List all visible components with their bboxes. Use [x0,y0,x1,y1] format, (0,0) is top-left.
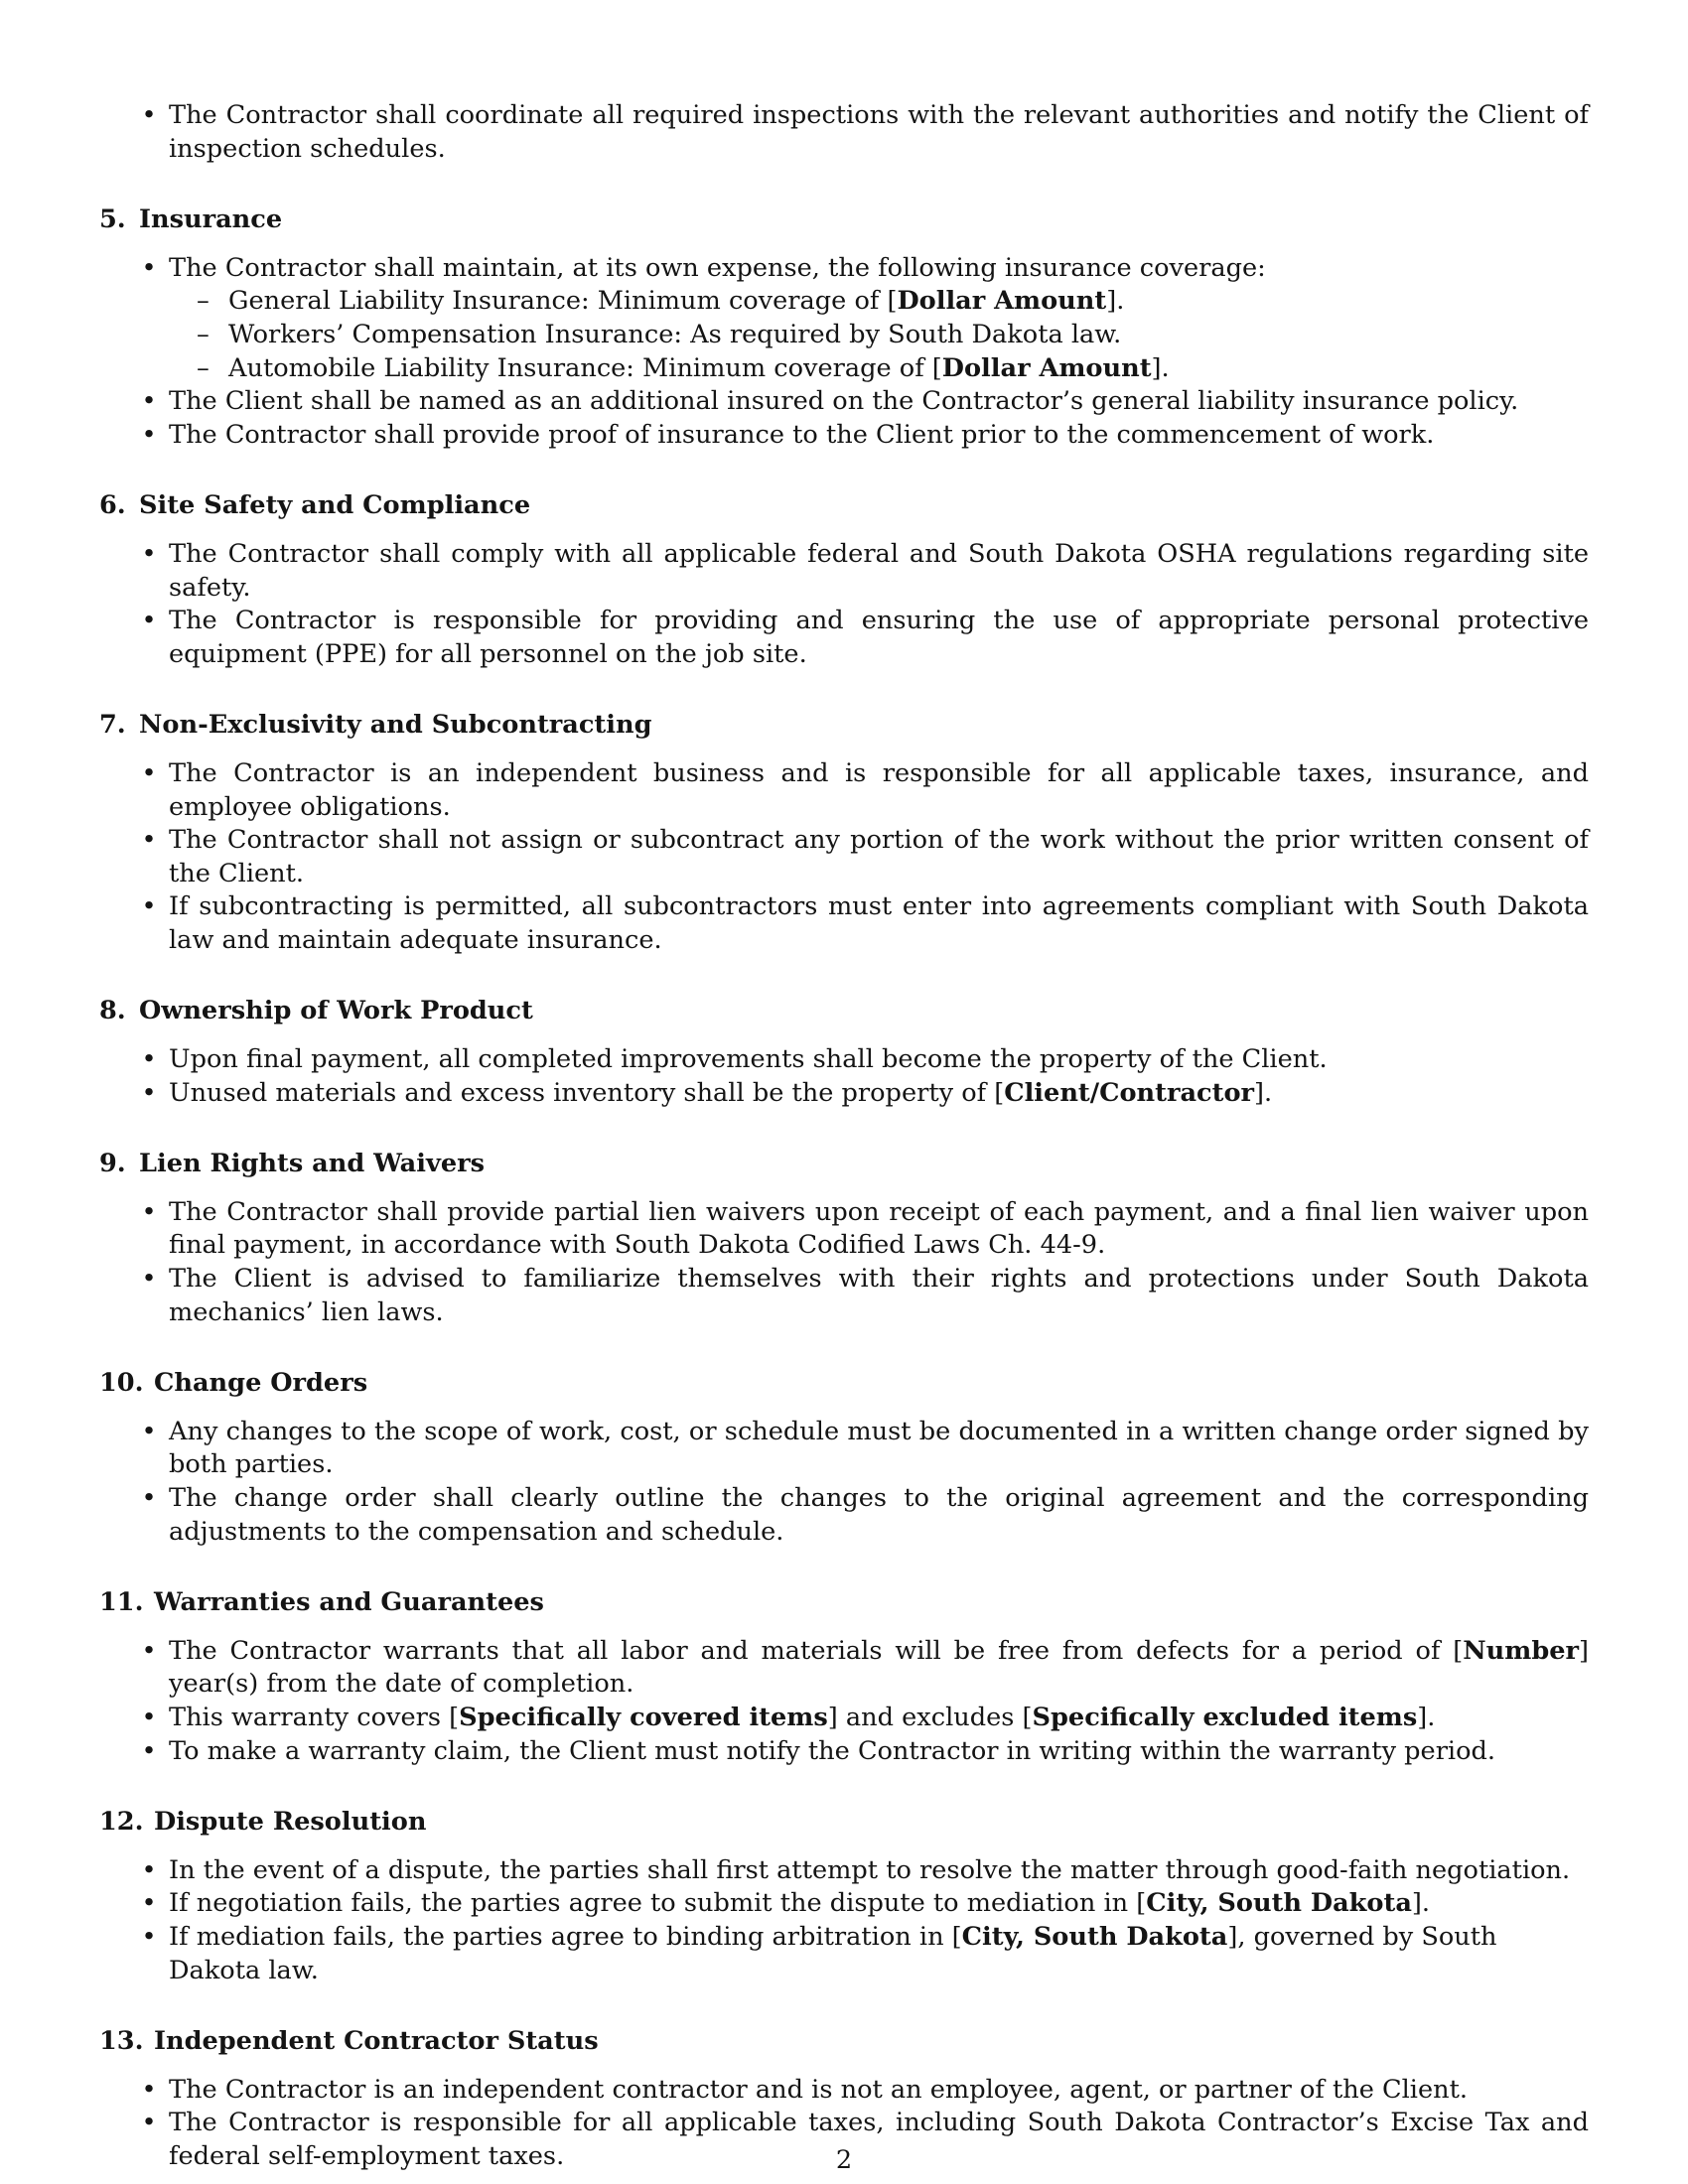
section-list [99,1854,1589,1987]
document-page [99,99,1589,2174]
sub-list [169,285,1589,385]
section-insurance [99,204,1589,452]
bullet-icon: • [141,891,157,922]
list-item: • The Contractor is an independent contractor and is not an employee, agent, or partner of the Client. [99,2074,1589,2108]
sub-list-item: – General Liability Insurance: Minimum coverage of [Dollar Amount]. [169,285,1589,319]
list-item: • The Client is advised to familiarize themselves with their rights and protections under South Dakota mechanics’ lien laws. [99,1263,1589,1329]
list-item: • The Contractor shall provide proof of insurance to the Client prior to the commencement of work. [99,419,1589,453]
list-item: • The Contractor is responsible for all applicable taxes, including South Dakota Contractor’s Excise Tax and federal self-employment taxes. [99,2107,1589,2173]
bullet-icon: • [141,1854,157,1885]
dash-icon: – [197,286,210,317]
bullet-icon: • [141,1735,157,1766]
section-list [99,1635,1589,1768]
section-warranties [99,1586,1589,1768]
list-item: • The Contractor is an independent business and is responsible for all applicable taxes, insurance, and employee obligations. [99,757,1589,824]
bullet-icon: • [141,1044,157,1075]
section-heading: 9. Lien Rights and Waivers [99,1149,486,1179]
list-item: • To make a warranty claim, the Client must notify the Contractor in writing within the warranty period. [99,1735,1589,1769]
dash-icon: – [197,352,210,383]
bullet-icon: • [141,1416,157,1446]
list-item: • The Contractor is responsible for providing and ensuring the use of appropriate personal protective equipment (PPE) for all personnel on the job site. [99,605,1589,671]
list-item: • The Contractor shall provide partial lien waivers upon receipt of each payment, and a final lien waiver upon final payment, in accordance with South Dakota Codified Laws Ch. 44-9. [99,1196,1589,1263]
bullet-icon: • [141,1635,157,1666]
list-item: • In the event of a dispute, the parties shall first attempt to resolve the matter through good-faith negotiation. [99,1854,1589,1888]
section-heading: 8. Ownership of Work Product [99,996,533,1026]
bullet-icon: • [141,2108,157,2138]
sub-list-item: – Automobile Liability Insurance: Minimum coverage of [Dollar Amount]. [169,352,1589,386]
list-item: • Unused materials and excess inventory shall be the property of [Client/Contractor]. [99,1077,1589,1111]
list-item: • The Contractor shall maintain, at its own expense, the following insurance coverage: – General Liability Insurance: Minimum coverage of [Dollar Amount]. – Workers’ Compensation Insurance: As required by South Dakota law. – Automobile Liability Insurance: Minimum coverage of [Dollar Amount]. [99,252,1589,385]
list-item: • The Contractor shall coordinate all required inspections with the relevant authorities and notify the Client of inspection schedules. [99,99,1589,166]
list-item: • The Contractor shall comply with all applicable federal and South Dakota OSHA regulations regarding site safety. [99,538,1589,605]
section-heading: 13. Independent Contractor Status [99,2026,599,2057]
section-change-orders [99,1367,1589,1549]
list-item: • If mediation fails, the parties agree to binding arbitration in [City, South Dakota], governed by South Dakota law. [99,1921,1589,1987]
page-number: 2 [835,2145,853,2175]
bullet-icon: • [141,1196,157,1227]
list-item: • Upon final payment, all completed improvements shall become the property of the Client. [99,1043,1589,1077]
bullet-icon: • [141,2074,157,2105]
bullet-icon: • [141,1483,157,1513]
list-item: • The change order shall clearly outline the changes to the original agreement and the corresponding adjustments to the compensation and schedule. [99,1482,1589,1549]
list-item: • Any changes to the scope of work, cost, or schedule must be documented in a written change order signed by both parties. [99,1416,1589,1482]
bullet-icon: • [141,1921,157,1952]
bullet-icon: • [141,100,157,130]
section-list [99,1043,1589,1110]
section-heading: 6. Site Safety and Compliance [99,490,531,521]
section-list [99,538,1589,671]
bullet-icon: • [141,419,157,450]
bullet-icon: • [141,606,157,636]
section-list [99,757,1589,958]
bullet-icon: • [141,1077,157,1108]
intro-list [99,99,1589,166]
list-item: • The Contractor warrants that all labor and materials will be free from defects for a period of [Number] year(s) from the date of completion. [99,1635,1589,1702]
list-item: • If negotiation fails, the parties agree to submit the dispute to mediation in [City, South Dakota]. [99,1887,1589,1921]
section-heading: 10. Change Orders [99,1368,368,1399]
section-list [99,252,1589,453]
list-item: • If subcontracting is permitted, all subcontractors must enter into agreements compliant with South Dakota law and maintain adequate insurance. [99,890,1589,957]
section-list [99,1196,1589,1329]
section-heading: 12. Dispute Resolution [99,1807,427,1838]
dash-icon: – [197,319,210,349]
bullet-icon: • [141,757,157,788]
section-heading: 11. Warranties and Guarantees [99,1587,544,1618]
section-subcontracting [99,709,1589,957]
list-item: • The Contractor shall not assign or subcontract any portion of the work without the prior written consent of the Client. [99,824,1589,890]
bullet-icon: • [141,538,157,569]
list-item: • This warranty covers [Specifically covered items] and excludes [Specifically excluded items]. [99,1702,1589,1735]
section-heading: 5. Insurance [99,205,283,235]
section-lien-rights [99,1148,1589,1329]
section-ownership [99,995,1589,1110]
bullet-icon: • [141,1702,157,1732]
bullet-icon: • [141,1264,157,1295]
section-dispute-resolution [99,1806,1589,1987]
sub-list-item: – Workers’ Compensation Insurance: As required by South Dakota law. [169,319,1589,352]
section-heading: 7. Non-Exclusivity and Subcontracting [99,710,652,741]
bullet-icon: • [141,252,157,283]
bullet-icon: • [141,1888,157,1919]
section-list [99,1416,1589,1549]
bullet-icon: • [141,386,157,417]
bullet-icon: • [141,825,157,856]
list-item: • The Client shall be named as an additional insured on the Contractor’s general liability insurance policy. [99,385,1589,419]
section-site-safety [99,489,1589,671]
